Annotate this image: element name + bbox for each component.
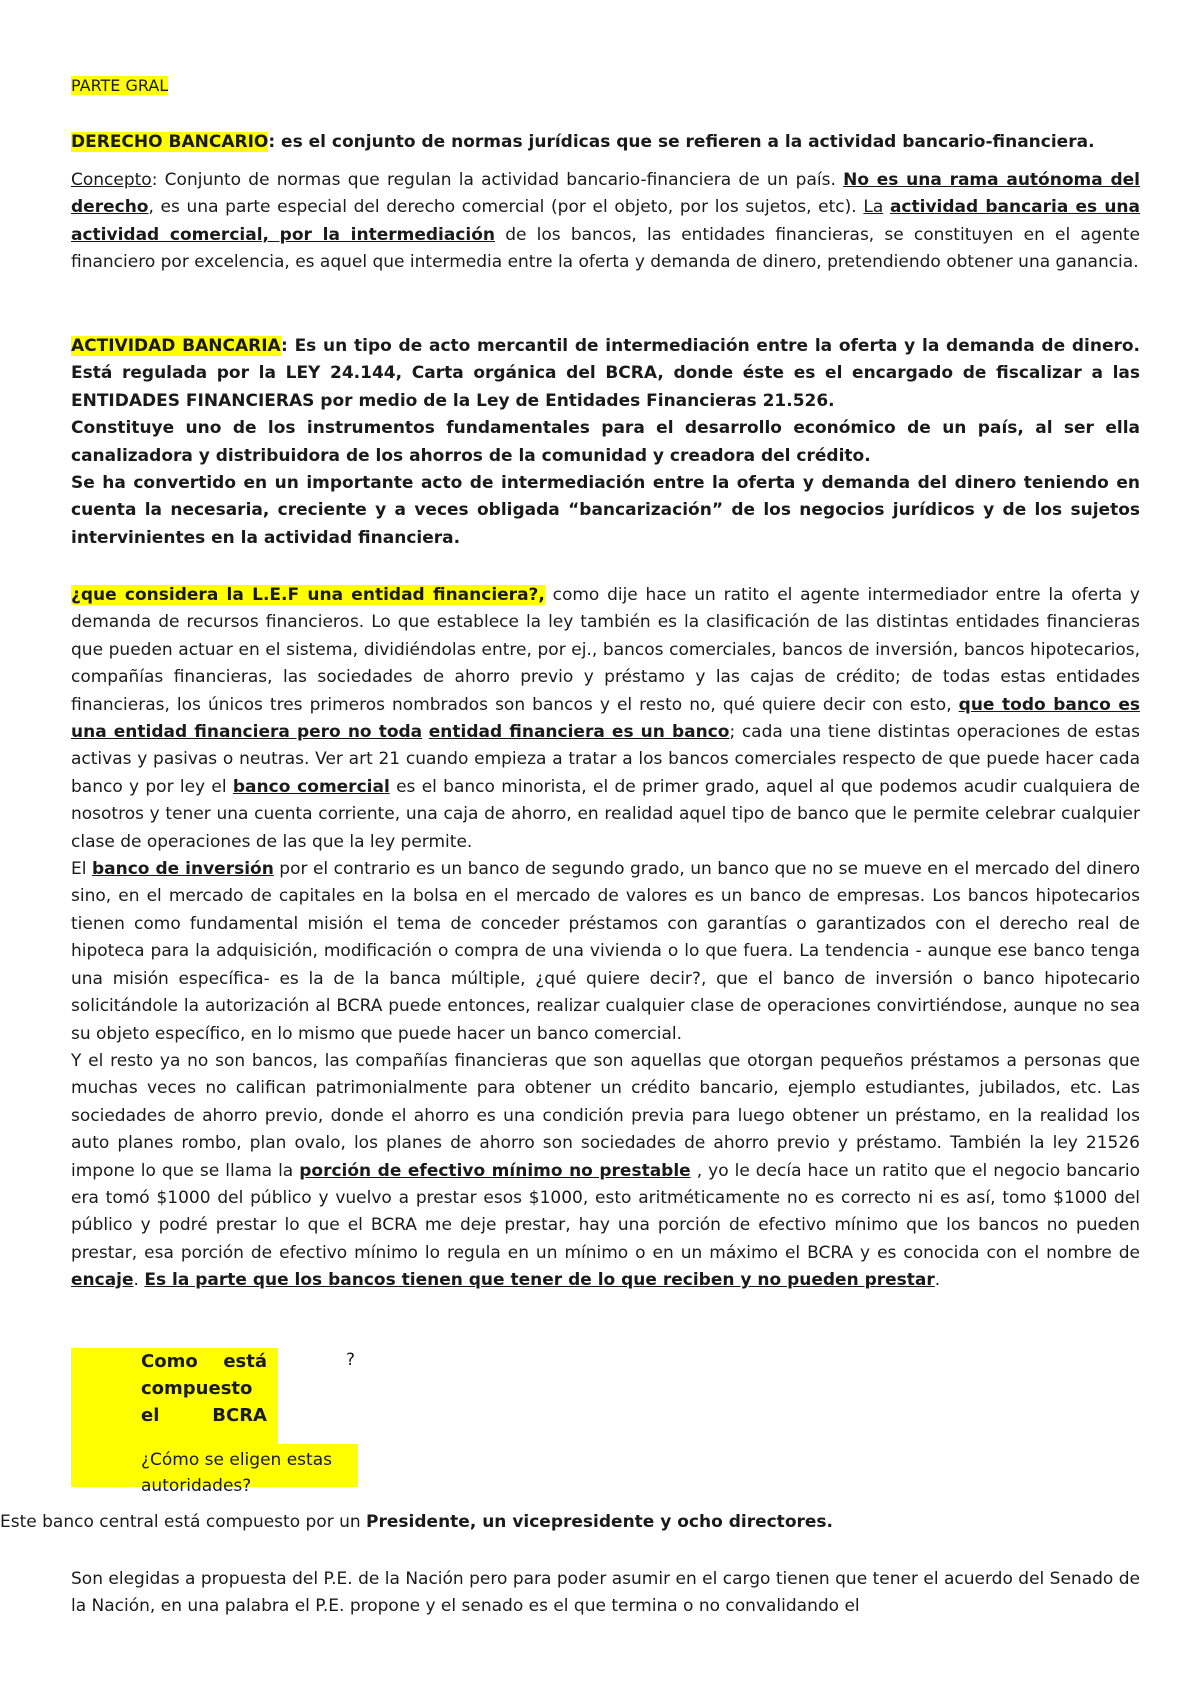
concept-emphasis-1: No es una rama autónoma del derecho <box>71 170 1140 218</box>
section-title-text: PARTE GRAL <box>71 76 169 95</box>
bcra-question-mark: ? <box>346 1350 356 1370</box>
entity-space <box>422 722 429 742</box>
financial-entity-section <box>71 582 1140 1295</box>
concept-text-1: : Conjunto de normas que regulan la actividad bancario-financiera de un país. <box>151 170 844 190</box>
definition-paragraph <box>71 129 1140 155</box>
concept-emphasis-2: actividad bancaria es una actividad comercial, por la intermediación <box>71 197 1141 245</box>
entity-text-p3d: . <box>934 1270 941 1291</box>
investment-bank-term: banco de inversión <box>91 859 274 880</box>
encaje-term: encaje <box>71 1270 134 1291</box>
bcra-election-answer: Son elegidas a propuesta del P.E. de la Nación pero para poder asumir en el cargo tienen que tener el acuerdo del Senado de la Nación, en una palabra el P.E. propone y el senado es el que termina o no convalidando el <box>71 1569 1140 1617</box>
bcra-question-1: Como está compuesto el BCRA <box>141 1351 267 1426</box>
activity-term: ACTIVIDAD BANCARIA <box>71 336 282 356</box>
commercial-bank-term: banco comercial <box>232 776 390 797</box>
activity-paragraph-1 <box>71 333 1140 415</box>
entity-emphasis-1: que todo banco es una entidad financiera pero no toda <box>71 694 1140 743</box>
concept-text-2: , es una parte especial del derecho comercial (por el objeto, por los sujetos, etc). <box>148 197 864 218</box>
entity-paragraph-3 <box>71 1048 1140 1295</box>
entity-paragraph-2 <box>71 856 1140 1048</box>
bcra-question-box <box>71 1348 358 1496</box>
concept-paragraph <box>71 167 1140 277</box>
activity-section <box>71 333 1140 552</box>
entity-text-1: como dije hace un ratito el agente intermediador entre la oferta y demanda de recursos financieros. Lo que establece la ley también es la clasificación de las distintas entidades financieras que pueden actuar en el sistema, dividiéndolas entre, por ej., bancos comerciales, bancos de inversión, bancos hipotecarios, compañías financieras, las sociedades de ahorro previo y préstamo y las cajas de crédito; de todas estas entidades financieras, los únicos tres primeros nombrados son bancos y el resto no, qué quiere decir con esto, <box>71 585 1140 715</box>
minimum-cash-term: porción de efectivo mínimo no prestable <box>299 1160 691 1181</box>
entity-emphasis-1b: entidad financiera es un banco <box>428 722 730 743</box>
answer-emphasis: Presidente, un vicepresidente y ocho directores. <box>366 1512 833 1532</box>
bcra-composition-answer <box>0 1509 833 1535</box>
entity-text-p3c: . <box>133 1270 145 1291</box>
bcra-question-2-cell <box>71 1444 358 1496</box>
concept-label: Concepto <box>71 170 152 190</box>
entity-text-p2a: El <box>71 859 92 880</box>
entity-text-p3a: Y el resto ya no son bancos, las compañías financieras que son aquellas que otorgan pequeños préstamos a personas que muchas veces no califican patrimonialmente para obtener un crédito bancario, ejemplo estudiantes, jubilados, etc. Las sociedades de ahorro previo, donde el ahorro es una condición previa para luego obtener un préstamo, en la realidad los auto planes rombo, plan ovalo, los planes de ahorro son sociedades de ahorro previo y préstamo. También la ley 21526 impone lo que se llama la <box>71 1050 1140 1181</box>
bcra-question-1-cell <box>71 1348 278 1444</box>
definition-term: DERECHO BANCARIO <box>71 132 269 152</box>
section-title <box>71 74 1140 98</box>
answer-text-1: Este banco central está compuesto por un <box>0 1512 367 1532</box>
entity-question: ¿que considera la L.E.F una entidad financiera?, <box>71 585 545 605</box>
concept-text-3: de los bancos, las entidades financieras, se constituyen en el agente financiero por excelencia, es aquel que intermedia entre la oferta y demanda de dinero, pretendiendo obtener una ganancia. <box>71 224 1140 273</box>
activity-paragraph-3: Se ha convertido en un importante acto de intermediación entre la oferta y demanda del dinero teniendo en cuenta la necesaria, creciente y a veces obligada “bancarización” de los negocios jurídicos y de los sujetos intervinientes en la actividad financiera. <box>71 473 1140 548</box>
bcra-question-2: ¿Cómo se eligen estas autoridades? <box>141 1450 332 1496</box>
concept-underline-la: La <box>863 197 884 218</box>
encaje-definition: Es la parte que los bancos tienen que tener de lo que reciben y no pueden prestar <box>144 1270 935 1291</box>
definition-text: : es el conjunto de normas jurídicas que se refieren a la actividad bancario-financiera. <box>268 132 1095 152</box>
concept-space <box>883 197 890 217</box>
entity-text-2: ; cada una tiene distintas operaciones de estas activas y pasivas o neutras. Ver art 21 cuando empieza a tratar a los bancos comerciales respecto de que puede hacer cada banco y por ley el <box>71 722 1140 797</box>
entity-paragraph-1 <box>71 582 1140 856</box>
entity-text-3: es el banco minorista, el de primer grado, aquel al que podemos acudir cualquiera de nosotros y tener una cuenta corriente, una caja de ahorro, en realidad aquel tipo de banco que le permite celebrar cualquier clase de operaciones de las que la ley permite. <box>71 776 1140 852</box>
entity-text-p2b: por el contrario es un banco de segundo grado, un banco que no se mueve en el mercado del dinero sino, en el mercado de capitales en la bolsa en el mercado de valores es un banco de empresas. Los bancos hipotecarios tienen como fundamental misión el tema de conceder préstamos con garantías o garantizados con el derecho real de hipoteca para la adquisición, modificación o compra de una vivienda o lo que fuera. La tendencia - aunque ese banco tenga una misión específica- es la de la banca múltiple, ¿qué quiere decir?, que el banco de inversión o banco hipotecario solicitándole la autorización al BCRA puede entonces, realizar cualquier clase de operaciones convirtiéndose, aunque no sea su objeto específico, en lo mismo que puede hacer un banco comercial. <box>71 859 1140 1044</box>
activity-text-1: : Es un tipo de acto mercantil de intermediación entre la oferta y la demanda de dinero. Está regulada por la LEY 24.144, Carta orgánica del BCRA, donde éste es el encargado de fiscalizar a las ENTIDADES FINANCIERAS por medio de la Ley de Entidades Financieras 21.526. <box>71 336 1141 411</box>
entity-text-p3b: , yo le decía hace un ratito que el negocio bancario era tomó $1000 del público y vuelvo a prestar esos $1000, esto aritméticamente no es correcto ni es así, tomo $1000 del público y podré prestar lo que el BCRA me deje prestar, hay una porción de efectivo mínimo que los bancos no pueden prestar, esa porción de efectivo mínimo lo regula en un mínimo o en un máximo el BCRA y es conocida con el nombre de <box>71 1160 1140 1263</box>
activity-paragraph-2: Constituye uno de los instrumentos fundamentales para el desarrollo económico de un país, al ser ella canalizadora y distribuidora de los ahorros de la comunidad y creadora del crédito. <box>71 418 1140 466</box>
